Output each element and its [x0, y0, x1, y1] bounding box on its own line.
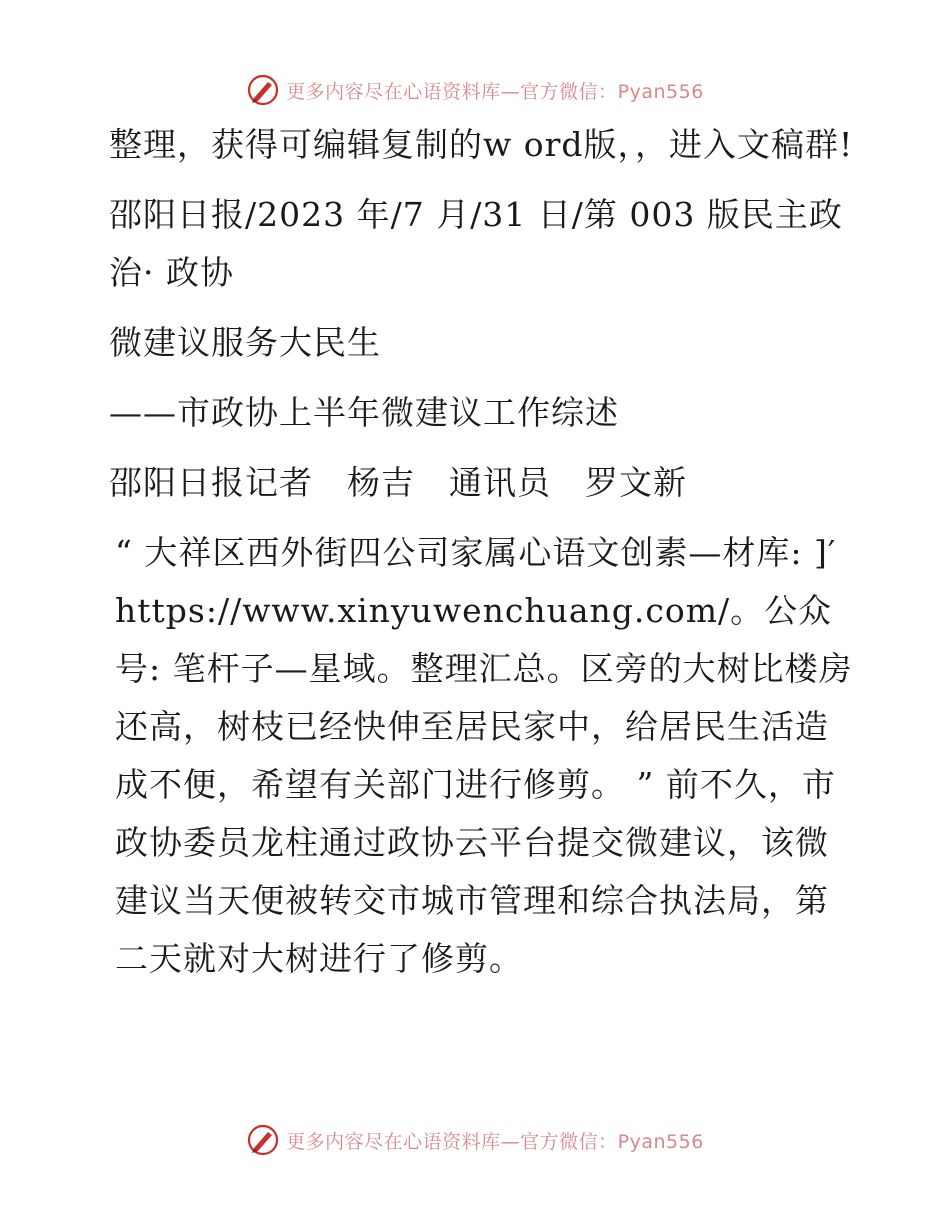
pen-logo-icon — [246, 73, 280, 107]
footer-watermark-text: 更多内容尽在心语资料库—官方微信：Pyan556 — [286, 1130, 704, 1153]
article-title: 微建议服务大民生 — [109, 323, 381, 362]
reporter-name: 杨吉 — [347, 463, 415, 502]
header-watermark-banner — [0, 70, 950, 110]
body-paragraph: “ 大祥区西外街四公司家属心语文创素—材库: ]′https://www.xinyuwenchuang.com/。公众号: 笔杆子—星域。整理汇总。区旁的大树比楼房还高，树枝已经快伸至居民家中，给居民生活造成不便，希望有关部门进行修剪。 ” 前不久，市政协委员龙柱通过政协云平台提交微建议，该微建议当天便被转交市城市管理和综合执法局，第二天就对大树进行了修剪。 — [115, 533, 853, 978]
pen-logo-icon — [246, 1123, 280, 1157]
header-watermark-text: 更多内容尽在心语资料库—官方微信：Pyan556 — [286, 80, 704, 103]
document-body — [97, 116, 857, 1000]
byline — [97, 454, 857, 512]
reporter-label: 邵阳日报记者 — [109, 463, 313, 502]
intro-text: 整理，获得可编辑复制的w ord版，，进入文稿群! — [109, 125, 854, 164]
correspondent-label: 通讯员 — [449, 463, 551, 502]
footer-watermark-banner — [0, 1120, 950, 1160]
article-subtitle: ——市政协上半年微建议工作综述 — [109, 393, 619, 432]
source-line: 邵阳日报/2023 年/7 月/31 日/第 003 版民主政治· 政协 — [109, 195, 843, 292]
correspondent-name: 罗文新 — [585, 463, 687, 502]
